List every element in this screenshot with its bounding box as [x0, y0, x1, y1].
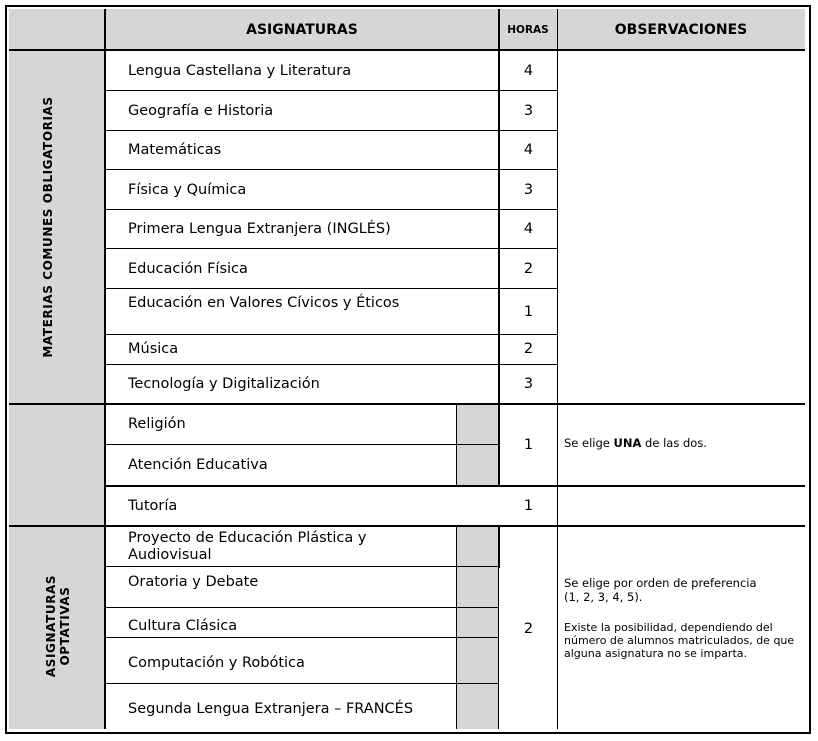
rule — [105, 607, 498, 608]
rule — [105, 248, 557, 249]
rule — [456, 526, 457, 729]
rule — [105, 637, 498, 638]
group-label-optional — [44, 566, 72, 686]
subject-name: Atención Educativa — [128, 457, 268, 473]
subject-name: Cultura Clásica — [128, 618, 238, 634]
rule — [498, 526, 500, 568]
subject-name: Proyecto de Educación Plástica y — [128, 530, 367, 546]
subject-hours: 1 — [523, 304, 534, 320]
subject-hours: 4 — [523, 221, 534, 237]
subject-hours: 4 — [523, 142, 534, 158]
subject-name: Tecnología y Digitalización — [128, 376, 320, 392]
rule — [105, 288, 557, 289]
subject-name: Computación y Robótica — [128, 655, 305, 671]
subject-hours: 2 — [523, 621, 534, 637]
subject-name: Música — [128, 341, 179, 357]
rule — [105, 130, 557, 131]
choice-obs-before: Se elige — [564, 436, 614, 450]
subject-hours: 3 — [523, 182, 534, 198]
optional-observation — [564, 576, 800, 660]
rule — [498, 9, 500, 405]
subject-name: Lengua Castellana y Literatura — [128, 63, 352, 79]
rule — [9, 525, 805, 527]
subject-name: Geografía e Historia — [128, 103, 274, 119]
choice-obs-after: de las dos. — [641, 436, 707, 450]
rule — [498, 568, 499, 729]
subject-name: Física y Química — [128, 182, 247, 198]
subject-name: Tutoría — [128, 498, 178, 514]
optional-obs-line1: Se elige por orden de preferencia — [564, 576, 757, 590]
rule — [105, 90, 557, 91]
subject-name: Oratoria y Debate — [128, 574, 259, 590]
subject-name: Primera Lengua Extranjera (INGLÉS) — [128, 221, 391, 237]
header-subjects: ASIGNATURAS — [246, 22, 358, 38]
rule — [557, 9, 558, 729]
rule — [104, 9, 106, 729]
choice-obs-bold: UNA — [613, 436, 642, 450]
subject-name: Religión — [128, 416, 186, 432]
subject-hours: 3 — [523, 376, 534, 392]
rule — [105, 485, 805, 487]
choice-observation — [564, 436, 707, 450]
rule — [105, 209, 557, 210]
rule — [498, 404, 500, 486]
optional-obs-line2: (1, 2, 3, 4, 5). — [564, 590, 643, 604]
subject-name: Segunda Lengua Extranjera – FRANCÉS — [128, 701, 414, 717]
group-label-optional-line2: OPTATIVAS — [58, 586, 72, 666]
optional-obs-para2: Existe la posibilidad, dependiendo del número de alumnos matriculados, de que alguna asignatura no se imparta. — [564, 621, 795, 660]
header-observations: OBSERVACIONES — [614, 22, 748, 38]
rule — [9, 49, 805, 51]
subject-name: Matemáticas — [128, 142, 222, 158]
subject-hours: 1 — [523, 498, 534, 514]
subject-hours: 3 — [523, 103, 534, 119]
subject-name: Educación en Valores Cívicos y Éticos — [128, 295, 400, 311]
rule — [105, 444, 498, 445]
rule — [105, 683, 498, 684]
rule — [105, 334, 557, 335]
subject-hours: 2 — [523, 261, 534, 277]
optional-marker-bg — [456, 526, 498, 729]
subject-name: Educación Física — [128, 261, 248, 277]
subject-hours: 2 — [523, 341, 534, 357]
rule — [105, 169, 557, 170]
subject-hours: 1 — [523, 437, 534, 453]
header-hours: HORAS — [507, 24, 549, 36]
subject-name: Audiovisual — [128, 547, 212, 563]
rule — [9, 403, 805, 405]
rule — [456, 404, 457, 485]
rule — [105, 364, 557, 365]
rule — [105, 566, 498, 567]
group-label-optional-line1: ASIGNATURAS — [44, 574, 58, 678]
group-label-common: MATERIAS COMUNES OBLIGATORIAS — [41, 96, 55, 358]
subject-hours: 4 — [523, 63, 534, 79]
